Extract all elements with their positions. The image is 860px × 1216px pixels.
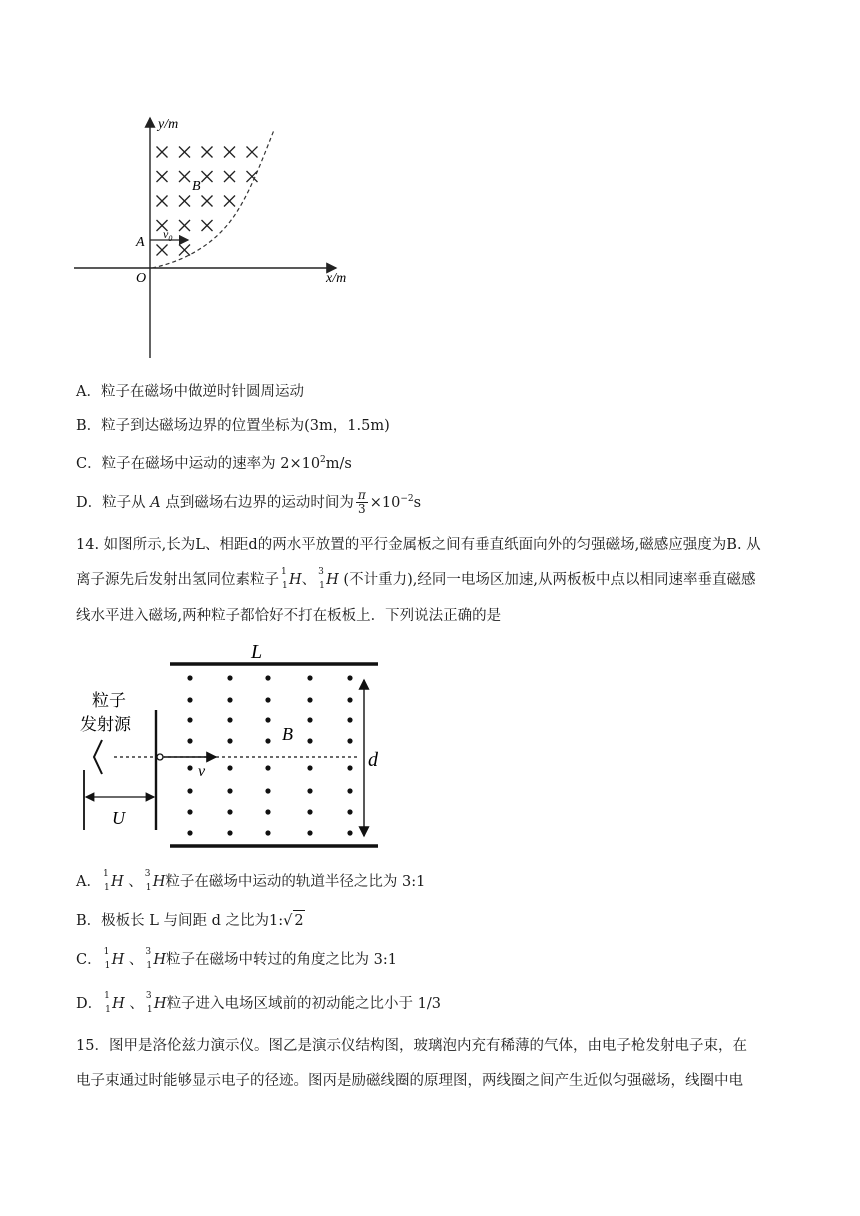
field-dot bbox=[227, 717, 232, 722]
q13-option-a: A．粒子在磁场中做逆时针圆周运动 bbox=[76, 384, 304, 400]
voltage-label: U bbox=[112, 808, 125, 828]
point-a-label: A bbox=[136, 235, 145, 250]
origin-label: O bbox=[136, 271, 147, 286]
q14-option-a: A． 1 1 H 、 3 1 H粒子在磁场中运动的轨道半径之比为 3:1 bbox=[76, 869, 426, 893]
field-dot bbox=[265, 738, 270, 743]
field-dot bbox=[187, 738, 192, 743]
field-dot bbox=[227, 738, 232, 743]
gap-label: d bbox=[368, 749, 378, 771]
source-label-1: 粒子 bbox=[92, 691, 126, 710]
y-axis-label: y/m bbox=[158, 117, 179, 132]
field-dot bbox=[265, 830, 270, 835]
field-dot bbox=[265, 809, 270, 814]
field-dot bbox=[227, 697, 232, 702]
length-label: L bbox=[251, 641, 263, 663]
field-dot bbox=[187, 697, 192, 702]
field-dot bbox=[227, 765, 232, 770]
q14-stem-line-3: 线水平进入磁场,两种粒子都恰好不打在板板上．下列说法正确的是 bbox=[76, 608, 502, 624]
field-dot bbox=[187, 830, 192, 835]
field-dot bbox=[307, 788, 312, 793]
field-dot bbox=[347, 809, 352, 814]
field-label: B bbox=[192, 179, 201, 194]
field-dot bbox=[307, 809, 312, 814]
field-dot bbox=[227, 675, 232, 680]
figure-parallel-plates bbox=[74, 640, 394, 858]
field-dot bbox=[187, 765, 192, 770]
field-dot bbox=[307, 717, 312, 722]
field-dot bbox=[187, 675, 192, 680]
field-dot bbox=[227, 830, 232, 835]
q13-option-d: D．粒子从 A 点到磁场右边界的运动时间为 $\frac{\pi}{3}$ $\times 10^{-2}s$ bbox=[76, 488, 422, 517]
field-dot bbox=[347, 830, 352, 835]
field-dot bbox=[265, 765, 270, 770]
field-dot bbox=[347, 697, 352, 702]
figure-magnetic-field-region bbox=[70, 110, 370, 365]
field-dot bbox=[307, 697, 312, 702]
field-dot bbox=[187, 809, 192, 814]
q15-stem-line-1: 15．图甲是洛伦兹力演示仪。图乙是演示仪结构图，玻璃泡内充有稀薄的气体，由电子枪发射电子束，在 bbox=[76, 1038, 747, 1054]
entry-hole bbox=[157, 754, 163, 760]
field-dot bbox=[307, 738, 312, 743]
field-dot bbox=[187, 788, 192, 793]
velocity-label: v bbox=[198, 763, 206, 780]
field-dot bbox=[227, 809, 232, 814]
field-dots bbox=[187, 675, 352, 835]
emitter-shape bbox=[94, 740, 102, 774]
field-dot bbox=[347, 717, 352, 722]
q13-option-b: B．粒子到达磁场边界的位置坐标为(3m，1.5m) bbox=[76, 418, 390, 434]
x-axis-label: x/m bbox=[326, 271, 347, 286]
field-dot bbox=[307, 765, 312, 770]
field-dot bbox=[347, 675, 352, 680]
q14-stem-line-1: 14. 如图所示,长为L、相距d的两水平放置的平行金属板之间有垂直纸面向外的匀强磁场,磁感应强度为B. 从 bbox=[76, 537, 761, 553]
q14-option-c: C． 1 1 H 、 3 1 H粒子在磁场中转过的角度之比为 3:1 bbox=[76, 947, 397, 971]
field-dot bbox=[265, 717, 270, 722]
field-dot bbox=[307, 675, 312, 680]
field-label: B bbox=[282, 724, 293, 744]
q14-option-b: B．极板长 L 与间距 d 之比为1:√ 2 bbox=[76, 910, 305, 931]
q13-option-c: C．粒子在磁场中运动的速率为 $2\times 10^2m/s$ bbox=[76, 455, 352, 472]
field-dot bbox=[265, 697, 270, 702]
field-dot bbox=[227, 788, 232, 793]
field-dot bbox=[265, 788, 270, 793]
field-dot bbox=[347, 788, 352, 793]
field-dot bbox=[347, 738, 352, 743]
source-label-2: 发射源 bbox=[80, 715, 131, 734]
field-dot bbox=[187, 717, 192, 722]
field-dot bbox=[347, 765, 352, 770]
field-dot bbox=[307, 830, 312, 835]
q14-stem-line-2: 离子源先后发射出氢同位素粒子 1 1 H、 3 1 H (不计重力),经同一电场区加速,从两板板中点以相同速率垂直磁感 bbox=[76, 567, 756, 591]
field-dot bbox=[265, 675, 270, 680]
q15-stem-line-2: 电子束通过时能够显示电子的径迹。图丙是励磁线圈的原理图，两线圈之间产生近似匀强磁场，线圈中电 bbox=[76, 1073, 743, 1089]
velocity-label: $v_0$ bbox=[163, 227, 173, 243]
q14-option-d: D． 1 1 H 、 3 1 H粒子进入电场区域前的初动能之比小于 1/3 bbox=[76, 991, 442, 1015]
field-boundary-dashed bbox=[152, 130, 274, 268]
